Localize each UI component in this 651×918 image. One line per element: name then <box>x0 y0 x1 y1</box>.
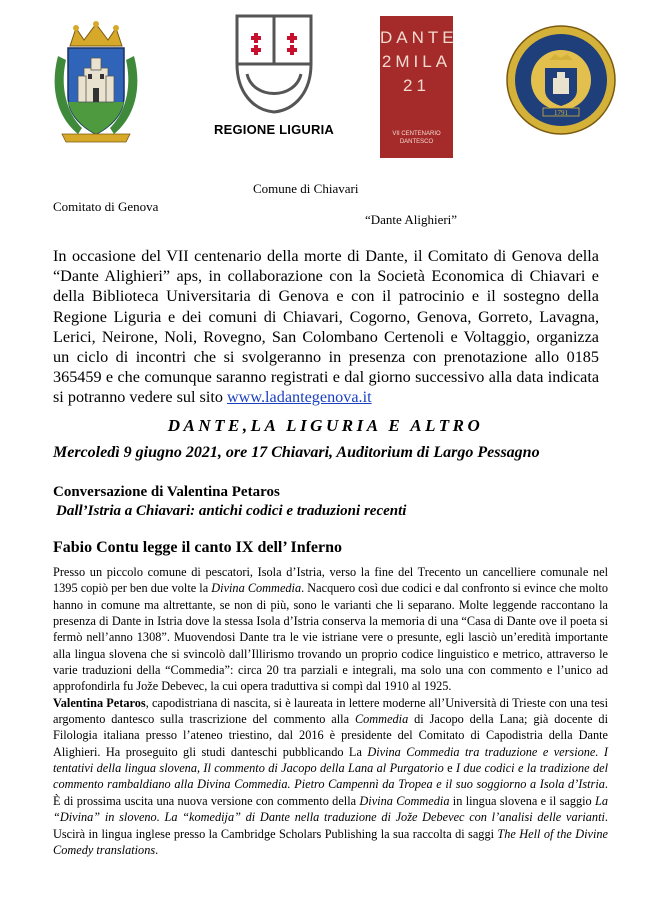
reading-heading: Fabio Contu legge il canto IX dell’ Inferno <box>53 539 343 556</box>
body-paragraph-history <box>53 564 608 695</box>
text-run: , capodistriana di nascita, si è laureata in lettere moderne all’Università di Trieste con una tesi argomento dantesco sulla trascrizione del commento alla <box>53 695 608 727</box>
conversation-subtitle: Dall’Istria a Chiavari: antichi codici e traduzioni recenti <box>56 503 407 519</box>
text-run: The Hell of the Divine Comedy translations <box>53 826 608 857</box>
event-title: DANTE,LA LIGURIA E ALTRO <box>167 416 484 435</box>
text-run: I due codici e la tradizione del commento rambaldiano alla Divina Commedia. Pietro Campennì da Tropea e il suo soggiorno a Isola d’Istria <box>53 761 608 792</box>
text-run: Valentina Petaros <box>53 695 146 710</box>
caption-comitato-genova: Comitato di Genova <box>53 199 159 214</box>
body-paragraph-biography <box>53 695 608 858</box>
conversation-speaker: Conversazione di Valentina Petaros <box>53 484 280 500</box>
dante-2021-subtitle: VII CENTENARIO DANTESCO <box>392 131 441 145</box>
intro-text: In occasione del VII centenario della morte di Dante, il Comitato di Genova della “Dante Alighieri” aps, in collaborazione con la Società Economica di Chiavari e della Biblioteca Universitaria di Genova e con il patrocinio e il sostegno della Regione Liguria e dei comuni di Chiavari, Cogorno, Genova, Gorreto, Lavagna, Lerici, Neirone, Noli, Rovegno, San Colombano Certenoli e Voltaggio, organizza un ciclo di incontri che si svolgeranno in presenza con prenotazione allo 0185 365459 e che comunque saranno registrati e dal giorno successivo alla data indicata si potranno vedere sul sito <box>53 247 599 407</box>
text-run: . <box>155 842 159 857</box>
body-text <box>53 564 608 858</box>
caption-dante-alighieri: “Dante Alighieri” <box>365 212 458 227</box>
text-run: e <box>443 761 456 776</box>
text-run: . Nacquero così due codici e dal confronto si evince che molto hanno in comune ma altrettante, se non di più, sono le varianti che li separano. Molte leggende raccontano la presenza di Dante in Istria dove la stessa Isola d’Istria conserva la memoria di una “Casa di Dante ove il poeta si fermò nell’anno 1308”. Muovendosi Dante tra le vie istriane vere o presunte, egli lasciò un’eredità importante alla lingua slovena che si svincolò dall’Illirismo trovando un proprio codice linguistico e metrico, attraverso le varie traduzioni della “Commedia”: circa 20 tra parziali e integrali, ma solo una con commento e l’unico ad approfondirla fu Jože Debevec, la cui opera traduttiva si compì dal 1910 al 1925. <box>53 581 608 694</box>
societa-economica-seal-icon <box>505 24 617 136</box>
text-run: La “Divina” in sloveno. La “komedija” di Dante nella traduzione di Jože Debevec con l’analisi delle varianti <box>53 793 608 825</box>
text-run: . Uscirà in lingua inglese presso la Cambridge Scholars Publishing la sua raccolta di saggi <box>53 810 608 841</box>
website-link[interactable]: www.ladantegenova.it <box>226 388 372 407</box>
text-run: in lingua slovena e il saggio <box>449 793 595 808</box>
text-run: Divina Commedia <box>359 793 450 808</box>
regione-liguria-name: REGIONE LIGURIA <box>213 122 334 137</box>
text-run: Commedia <box>354 712 409 727</box>
text-run: Divina Commedia tra traduzione e versione. I tentativi della lingua slovena, Il commento di Jacopo della Lana al Purgatorio <box>53 744 608 776</box>
event-dateline: Mercoledì 9 giugno 2021, ore 17 Chiavari, Auditorium di Largo Pessagno <box>53 444 540 461</box>
regione-liguria-logo-icon <box>213 14 335 144</box>
text-run: . È di prossima uscita una nuova versione con commento della <box>53 777 608 808</box>
conversation-heading <box>53 483 406 521</box>
intro-paragraph <box>53 246 599 408</box>
text-run: Divina Commedia <box>211 581 302 596</box>
caption-comune-chiavari: Comune di Chiavari <box>253 181 359 196</box>
dante-2021-wordmark: DANTE 2MILA 21 <box>380 28 458 95</box>
logo-row <box>0 12 651 152</box>
chiavari-coat-of-arms-icon <box>48 16 144 146</box>
dante-2021-logo-icon <box>380 16 458 158</box>
text-run: di Jacopo della Lana; già docente di Filologia italiana presso l’ateneo triestino, dal 2016 è presidente del Comitato di Capodistria della Dante Alighieri. Ha proseguito gli studi danteschi pubblicando La <box>53 712 608 759</box>
text-run: Presso un piccolo comune di pescatori, Isola d’Istria, verso la fine del Trecento un cancelliere comunale nel 1395 copiò per ben due volte la <box>53 565 608 596</box>
societa-year: 1791 <box>554 109 568 117</box>
